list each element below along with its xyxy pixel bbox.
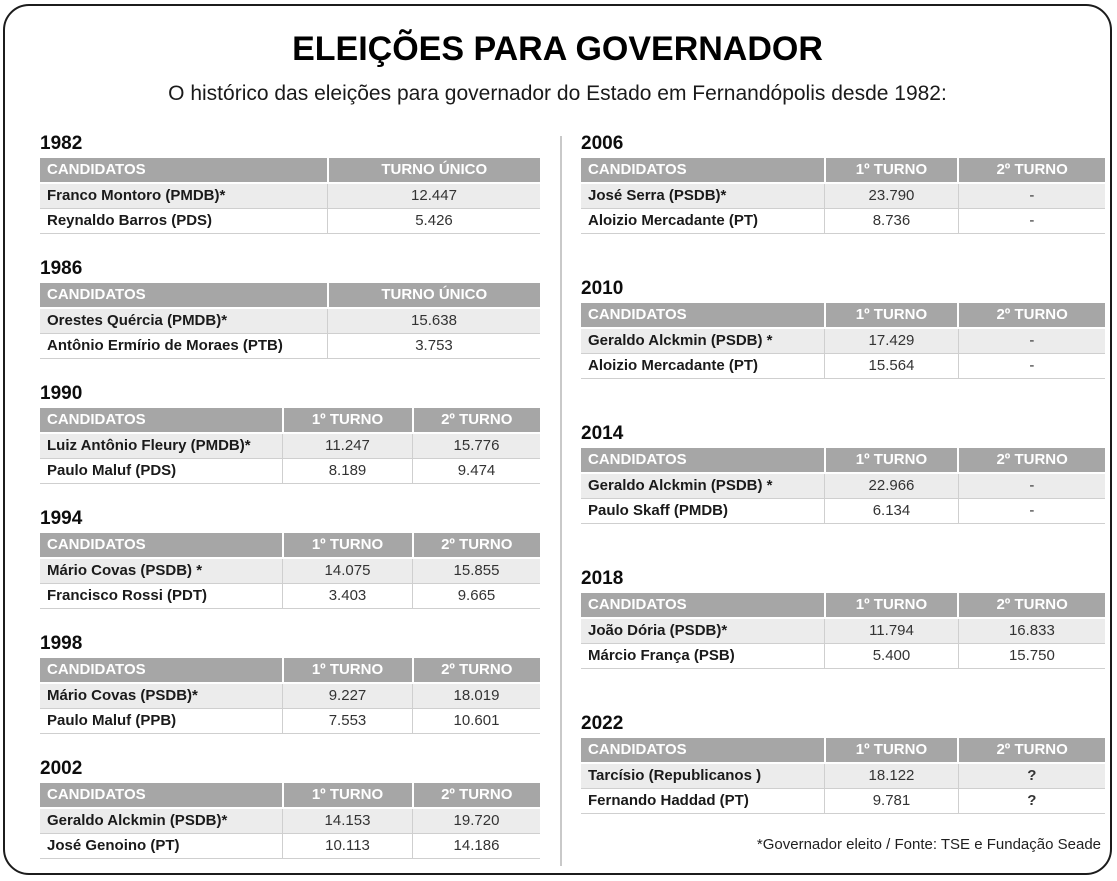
- col-header-round: 2º TURNO: [413, 658, 541, 683]
- table-header-row: [581, 593, 1105, 618]
- candidate-name: Mário Covas (PSDB)*: [40, 683, 283, 709]
- election-results-table: [581, 738, 1105, 814]
- col-header-candidates: CANDIDATOS: [581, 158, 825, 183]
- col-header-round: 1º TURNO: [825, 448, 959, 473]
- col-header-round: 1º TURNO: [283, 533, 413, 558]
- candidate-name: Geraldo Alckmin (PSDB)*: [40, 808, 283, 834]
- vote-count: 3.753: [328, 334, 541, 359]
- col-header-candidates: CANDIDATOS: [40, 408, 283, 433]
- vote-count: -: [958, 473, 1105, 499]
- candidate-name: João Dória (PSDB)*: [581, 618, 825, 644]
- col-header-round: TURNO ÚNICO: [328, 283, 541, 308]
- candidate-name: Tarcísio (Republicanos ): [581, 763, 825, 789]
- col-header-round: 1º TURNO: [283, 783, 413, 808]
- col-header-candidates: CANDIDATOS: [581, 303, 825, 328]
- col-header-round: 1º TURNO: [283, 658, 413, 683]
- election-results-table: [40, 658, 540, 734]
- table-row: [581, 499, 1105, 524]
- table-row: [40, 683, 540, 709]
- table-row: [40, 459, 540, 484]
- table-header-row: [581, 303, 1105, 328]
- col-header-candidates: CANDIDATOS: [40, 533, 283, 558]
- col-header-round: 2º TURNO: [413, 783, 541, 808]
- col-header-round: 1º TURNO: [283, 408, 413, 433]
- election-table-block: [581, 278, 1105, 379]
- table-row: [581, 473, 1105, 499]
- candidate-name: Fernando Haddad (PT): [581, 789, 825, 814]
- vote-count: 22.966: [825, 473, 959, 499]
- table-header-row: [581, 738, 1105, 763]
- vote-count: 3.403: [283, 584, 413, 609]
- vote-count: 12.447: [328, 183, 541, 209]
- col-header-round: 2º TURNO: [413, 408, 541, 433]
- candidate-name: Márcio França (PSB): [581, 644, 825, 669]
- election-year-heading: 2018: [581, 568, 624, 589]
- vote-count: 8.189: [283, 459, 413, 484]
- candidate-name: Geraldo Alckmin (PSDB) *: [581, 473, 825, 499]
- tables-area: [40, 133, 1105, 866]
- election-results-table: [581, 158, 1105, 234]
- vote-count: 5.426: [328, 209, 541, 234]
- col-header-round: 2º TURNO: [958, 158, 1105, 183]
- vote-count: 11.794: [825, 618, 959, 644]
- candidate-name: Paulo Skaff (PMDB): [581, 499, 825, 524]
- table-row: [40, 558, 540, 584]
- col-header-round: 2º TURNO: [413, 533, 541, 558]
- col-header-round: 2º TURNO: [958, 738, 1105, 763]
- table-header-row: [40, 658, 540, 683]
- election-year-heading: 1990: [40, 383, 83, 404]
- election-results-table: [581, 593, 1105, 669]
- table-row: [581, 618, 1105, 644]
- election-table-block: [40, 758, 540, 859]
- candidate-name: Francisco Rossi (PDT): [40, 584, 283, 609]
- col-header-candidates: CANDIDATOS: [581, 448, 825, 473]
- election-year-heading: 1982: [40, 133, 83, 154]
- election-results-table: [581, 448, 1105, 524]
- table-row: [40, 433, 540, 459]
- candidate-name: Antônio Ermírio de Moraes (PTB): [40, 334, 328, 359]
- election-results-table: [40, 783, 540, 859]
- table-header-row: [581, 448, 1105, 473]
- col-header-candidates: CANDIDATOS: [40, 783, 283, 808]
- vote-count: 19.720: [413, 808, 541, 834]
- vote-count: 15.776: [413, 433, 541, 459]
- election-table-block: [40, 633, 540, 734]
- vote-count: 10.113: [283, 834, 413, 859]
- candidate-name: Paulo Maluf (PDS): [40, 459, 283, 484]
- vote-count: -: [958, 209, 1105, 234]
- election-table-block: [581, 568, 1105, 669]
- election-table-block: [581, 713, 1105, 814]
- candidate-name: José Serra (PSDB)*: [581, 183, 825, 209]
- candidate-name: Mário Covas (PSDB) *: [40, 558, 283, 584]
- table-row: [40, 584, 540, 609]
- vote-count: 8.736: [825, 209, 959, 234]
- table-header-row: [581, 158, 1105, 183]
- col-header-round: 2º TURNO: [958, 303, 1105, 328]
- right-column: [581, 133, 1105, 853]
- vote-count: -: [958, 183, 1105, 209]
- candidate-name: Paulo Maluf (PPB): [40, 709, 283, 734]
- col-header-round: 1º TURNO: [825, 738, 959, 763]
- table-row: [581, 183, 1105, 209]
- col-header-round: 1º TURNO: [825, 593, 959, 618]
- table-row: [581, 789, 1105, 814]
- vote-count: -: [958, 499, 1105, 524]
- vote-count: 10.601: [413, 709, 541, 734]
- election-results-table: [581, 303, 1105, 379]
- vote-count: 15.750: [958, 644, 1105, 669]
- election-year-heading: 2006: [581, 133, 624, 154]
- candidate-name: Aloizio Mercadante (PT): [581, 354, 825, 379]
- candidate-name: Luiz Antônio Fleury (PMDB)*: [40, 433, 283, 459]
- table-header-row: [40, 783, 540, 808]
- election-results-table: [40, 408, 540, 484]
- election-table-block: [40, 383, 540, 484]
- vote-count: 17.429: [825, 328, 959, 354]
- col-header-candidates: CANDIDATOS: [40, 283, 328, 308]
- vote-count: -: [958, 354, 1105, 379]
- table-header-row: [40, 283, 540, 308]
- left-column: [40, 133, 540, 859]
- election-table-block: [40, 133, 540, 234]
- election-year-heading: 2022: [581, 713, 624, 734]
- election-table-block: [40, 508, 540, 609]
- candidate-name: Reynaldo Barros (PDS): [40, 209, 328, 234]
- election-year-heading: 1994: [40, 508, 83, 529]
- column-divider: [560, 136, 562, 866]
- vote-count: 18.122: [825, 763, 959, 789]
- col-header-candidates: CANDIDATOS: [581, 738, 825, 763]
- table-row: [581, 644, 1105, 669]
- table-header-row: [40, 408, 540, 433]
- vote-count: 15.855: [413, 558, 541, 584]
- election-table-block: [40, 258, 540, 359]
- vote-count: 15.638: [328, 308, 541, 334]
- vote-count: 5.400: [825, 644, 959, 669]
- col-header-round: 2º TURNO: [958, 448, 1105, 473]
- col-header-round: 1º TURNO: [825, 303, 959, 328]
- vote-count: 18.019: [413, 683, 541, 709]
- vote-count: 9.781: [825, 789, 959, 814]
- vote-count: ?: [958, 763, 1105, 789]
- col-header-round: 2º TURNO: [958, 593, 1105, 618]
- table-row: [40, 209, 540, 234]
- vote-count: 16.833: [958, 618, 1105, 644]
- table-row: [40, 183, 540, 209]
- table-row: [40, 808, 540, 834]
- col-header-candidates: CANDIDATOS: [581, 593, 825, 618]
- election-year-heading: 1998: [40, 633, 83, 654]
- table-row: [581, 354, 1105, 379]
- table-row: [40, 709, 540, 734]
- vote-count: 7.553: [283, 709, 413, 734]
- election-results-table: [40, 158, 540, 234]
- vote-count: 6.134: [825, 499, 959, 524]
- page-title: ELEIÇÕES PARA GOVERNADOR: [292, 30, 823, 68]
- candidate-name: Aloizio Mercadante (PT): [581, 209, 825, 234]
- vote-count: 9.474: [413, 459, 541, 484]
- vote-count: -: [958, 328, 1105, 354]
- infographic-frame: [3, 4, 1112, 875]
- table-row: [40, 308, 540, 334]
- table-row: [581, 763, 1105, 789]
- candidate-name: Franco Montoro (PMDB)*: [40, 183, 328, 209]
- vote-count: 14.153: [283, 808, 413, 834]
- vote-count: 9.665: [413, 584, 541, 609]
- election-year-heading: 2014: [581, 423, 624, 444]
- election-table-block: [581, 423, 1105, 524]
- vote-count: 9.227: [283, 683, 413, 709]
- election-year-heading: 1986: [40, 258, 83, 279]
- candidate-name: José Genoino (PT): [40, 834, 283, 859]
- page-subtitle: O histórico das eleições para governador do Estado em Fernandópolis desde 1982:: [168, 82, 947, 105]
- col-header-candidates: CANDIDATOS: [40, 658, 283, 683]
- table-row: [40, 834, 540, 859]
- vote-count: 14.186: [413, 834, 541, 859]
- candidate-name: Orestes Quércia (PMDB)*: [40, 308, 328, 334]
- vote-count: 11.247: [283, 433, 413, 459]
- col-header-round: 1º TURNO: [825, 158, 959, 183]
- table-header-row: [40, 158, 540, 183]
- table-row: [581, 328, 1105, 354]
- election-results-table: [40, 283, 540, 359]
- vote-count: 23.790: [825, 183, 959, 209]
- vote-count: 15.564: [825, 354, 959, 379]
- election-table-block: [581, 133, 1105, 234]
- election-year-heading: 2010: [581, 278, 624, 299]
- candidate-name: Geraldo Alckmin (PSDB) *: [581, 328, 825, 354]
- vote-count: ?: [958, 789, 1105, 814]
- col-header-candidates: CANDIDATOS: [40, 158, 328, 183]
- table-header-row: [40, 533, 540, 558]
- table-row: [40, 334, 540, 359]
- table-row: [581, 209, 1105, 234]
- election-year-heading: 2002: [40, 758, 83, 779]
- vote-count: 14.075: [283, 558, 413, 584]
- election-results-table: [40, 533, 540, 609]
- col-header-round: TURNO ÚNICO: [328, 158, 541, 183]
- source-footnote: *Governador eleito / Fonte: TSE e Fundação Seade: [756, 836, 1101, 853]
